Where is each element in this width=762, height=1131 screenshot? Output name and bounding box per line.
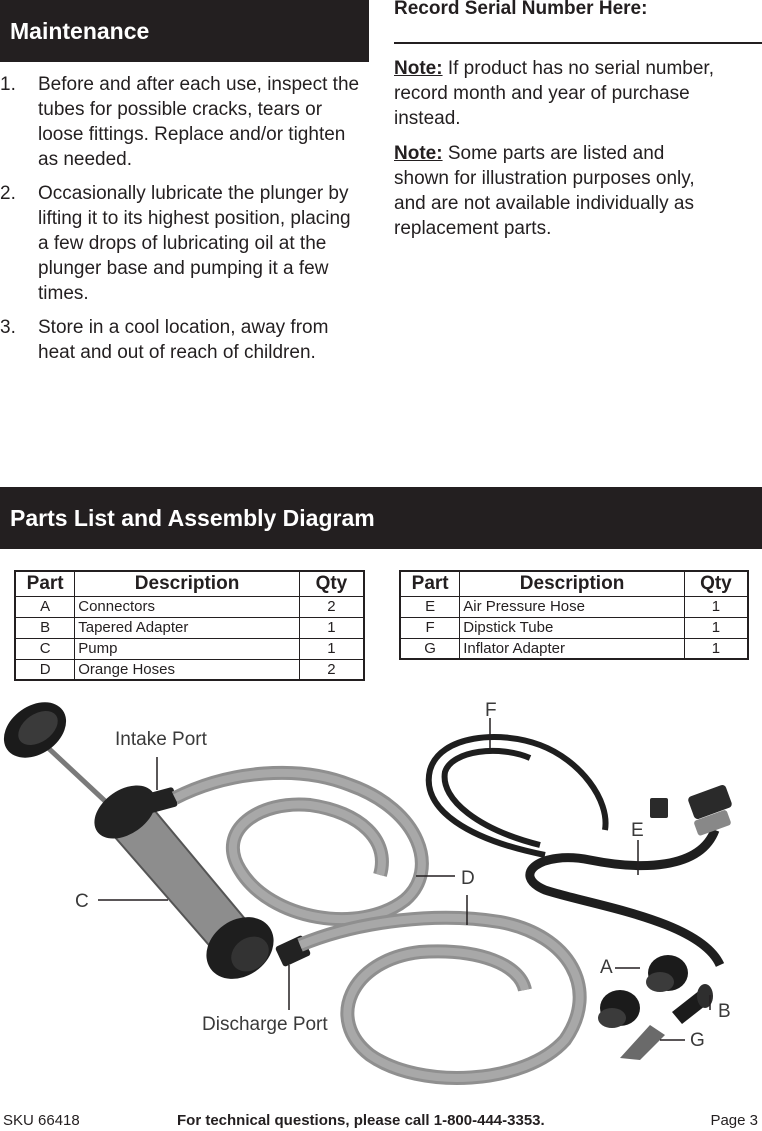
cell-description: Air Pressure Hose [460, 596, 685, 617]
label-b: B [718, 1001, 731, 1022]
hose-d-lower-illustration [300, 918, 580, 1078]
maintenance-heading: Maintenance [0, 0, 369, 62]
assembly-diagram [0, 690, 762, 1105]
table-header-row [400, 571, 748, 596]
col-part: Part [400, 571, 460, 596]
note-text: Some parts are listed and shown for illustration purposes only, and are not available individually as replacement parts. [394, 143, 695, 239]
maintenance-list [0, 72, 362, 374]
col-qty: Qty [684, 571, 748, 596]
label-d: D [461, 868, 475, 889]
list-text: Occasionally lubricate the plunger by lifting it to its highest position, placing a few drops of lubricating oil at the plunger base and pumping it a few times. [38, 183, 351, 304]
parts-table-left [14, 570, 365, 681]
table-row [400, 617, 748, 638]
note-no-serial [394, 56, 714, 131]
list-text: Store in a cool location, away from heat and out of reach of children. [38, 317, 329, 363]
col-qty: Qty [299, 571, 364, 596]
table-row [400, 638, 748, 659]
cell-description: Inflator Adapter [460, 638, 685, 659]
cell-qty: 2 [299, 659, 364, 680]
list-item [0, 181, 362, 306]
note-illustration [394, 141, 714, 241]
cell-part: G [400, 638, 460, 659]
label-c: C [75, 891, 89, 912]
intake-port-label: Intake Port [115, 729, 207, 750]
col-part: Part [15, 571, 75, 596]
cell-description: Connectors [75, 596, 300, 617]
air-pressure-hose-illustration [530, 784, 733, 965]
parts-heading: Parts List and Assembly Diagram [0, 487, 762, 549]
pump-handle-illustration [0, 691, 120, 815]
dipstick-tube-illustration [429, 737, 606, 855]
cell-part: F [400, 617, 460, 638]
list-number: 1. [0, 74, 16, 95]
cell-description: Pump [75, 638, 300, 659]
cell-description: Dipstick Tube [460, 617, 685, 638]
table-header-row [15, 571, 364, 596]
cell-qty: 1 [684, 596, 748, 617]
footer-sku: SKU 66418 [3, 1112, 80, 1129]
footer-page-number: Page 3 [710, 1112, 758, 1129]
table-row [15, 638, 364, 659]
table-row [15, 596, 364, 617]
label-f: F [485, 700, 497, 721]
list-number: 3. [0, 317, 16, 338]
table-row [15, 617, 364, 638]
list-item [0, 315, 362, 365]
label-a: A [600, 957, 613, 978]
note-text: If product has no serial number, record month and year of purchase instead. [394, 58, 714, 129]
list-text: Before and after each use, inspect the tubes for possible cracks, tears or loose fittings. Replace and/or tighten as needed. [38, 74, 360, 170]
table-row [400, 596, 748, 617]
cell-part: A [15, 596, 75, 617]
serial-number-line [394, 42, 762, 44]
tapered-adapter-illustration [672, 984, 713, 1024]
cell-description: Tapered Adapter [75, 617, 300, 638]
cell-part: D [15, 659, 75, 680]
note-label: Note: [394, 143, 443, 164]
cell-qty: 1 [684, 638, 748, 659]
footer-tech-support: For technical questions, please call 1-800-444-3353. [177, 1112, 545, 1129]
label-g: G [690, 1030, 705, 1051]
table-row [15, 659, 364, 680]
note-label: Note: [394, 58, 443, 79]
list-item [0, 72, 362, 172]
serial-number-title: Record Serial Number Here: [394, 0, 648, 19]
inflator-adapter-illustration [620, 1025, 665, 1060]
list-number: 2. [0, 183, 16, 204]
discharge-port-label: Discharge Port [202, 1014, 328, 1035]
cell-qty: 1 [684, 617, 748, 638]
col-description: Description [460, 571, 685, 596]
col-description: Description [75, 571, 300, 596]
parts-table-right [399, 570, 749, 660]
cell-part: C [15, 638, 75, 659]
cell-description: Orange Hoses [75, 659, 300, 680]
cell-part: B [15, 617, 75, 638]
cell-qty: 1 [299, 638, 364, 659]
cell-qty: 2 [299, 596, 364, 617]
label-e: E [631, 820, 644, 841]
cell-qty: 1 [299, 617, 364, 638]
cell-part: E [400, 596, 460, 617]
